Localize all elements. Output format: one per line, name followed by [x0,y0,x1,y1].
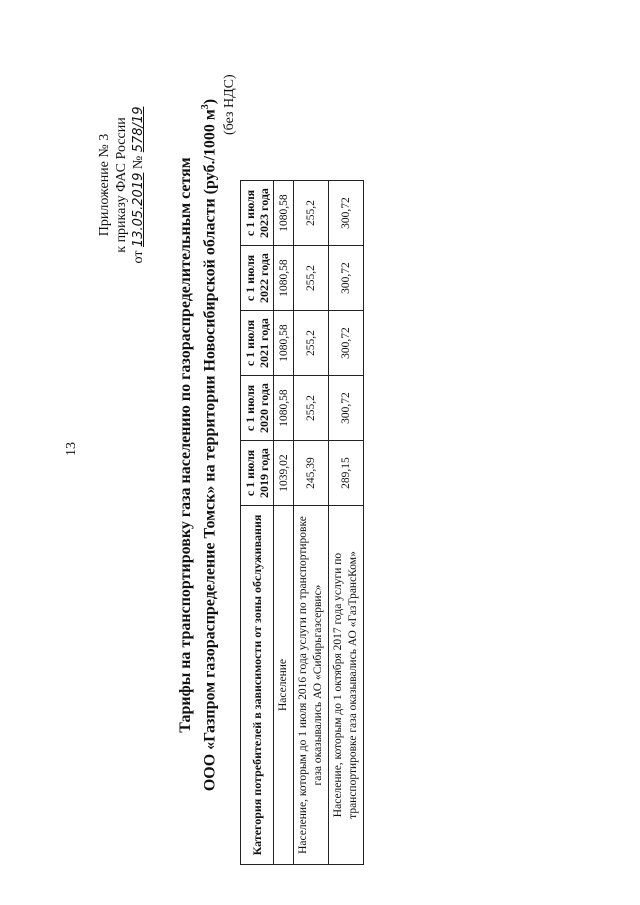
row-value: 300,72 [329,181,364,246]
number-prefix: № [131,155,146,170]
table-row [329,181,364,865]
header-2023-line2: 2023 года [257,188,271,238]
title-line-2 [196,45,220,845]
appendix-block [96,95,147,275]
date-prefix: от [131,250,146,264]
row-value: 1080,58 [274,376,294,441]
row-value: 1039,02 [274,441,294,506]
row-category: Население, которым до 1 июля 2016 года услуги по транспортировке газа оказывались АО «Сибирьгазсервис» [294,506,329,865]
header-2019-line2: 2019 года [257,448,271,498]
row-category: Население [274,506,294,865]
table-header-row [241,181,274,865]
row-value: 289,15 [329,441,364,506]
row-value: 300,72 [329,246,364,311]
header-2021-line1: с 1 июля [243,319,257,367]
row-value: 1080,58 [274,181,294,246]
title-line-2-text: ООО «Газпром газораспределение Томск» на территории Новосибирской области (руб./1000 м [201,109,219,792]
appendix-line-2: к приказу ФАС России [114,117,129,253]
title-unit-exponent: 3 [200,104,211,110]
row-value: 255,2 [294,246,329,311]
header-2019 [241,441,274,506]
row-category: Население, которым до 1 октября 2017 года услуги по транспортировке газа оказывались АО «ГазТрансКом» [329,506,364,865]
table-row [294,181,329,865]
document-title [176,45,220,845]
header-2021 [241,311,274,376]
row-value: 255,2 [294,376,329,441]
title-line-1: Тарифы на транспортировку газа населению по газораспределительным сетям [177,157,194,733]
row-value: 1080,58 [274,246,294,311]
header-2022-line1: с 1 июля [243,254,257,302]
vat-note: (без НДС) [222,74,237,135]
header-2021-line2: 2021 года [257,318,271,368]
header-2023-line1: с 1 июля [243,189,257,237]
header-2020 [241,376,274,441]
row-value: 1080,58 [274,311,294,376]
header-2020-line2: 2020 года [257,383,271,433]
row-value: 300,72 [329,311,364,376]
header-2023 [241,181,274,246]
table-row [274,181,294,865]
tariff-table [240,180,364,865]
row-value: 300,72 [329,376,364,441]
header-2020-line1: с 1 июля [243,384,257,432]
header-2022 [241,246,274,311]
title-line-2-end: ) [201,98,219,105]
row-value: 255,2 [294,311,329,376]
header-2022-line2: 2022 года [257,253,271,303]
appendix-line-1: Приложение № 3 [97,133,112,237]
handwritten-date: 13.05.2019 [131,172,146,248]
header-category: Категория потребителей в зависимости от зоны обслуживания [241,506,274,865]
row-value: 255,2 [294,181,329,246]
appendix-date-line [130,95,147,275]
handwritten-number: 578/19 [131,106,146,153]
page-number: 13 [64,442,79,456]
header-2019-line1: с 1 июля [243,449,257,497]
row-value: 245,39 [294,441,329,506]
